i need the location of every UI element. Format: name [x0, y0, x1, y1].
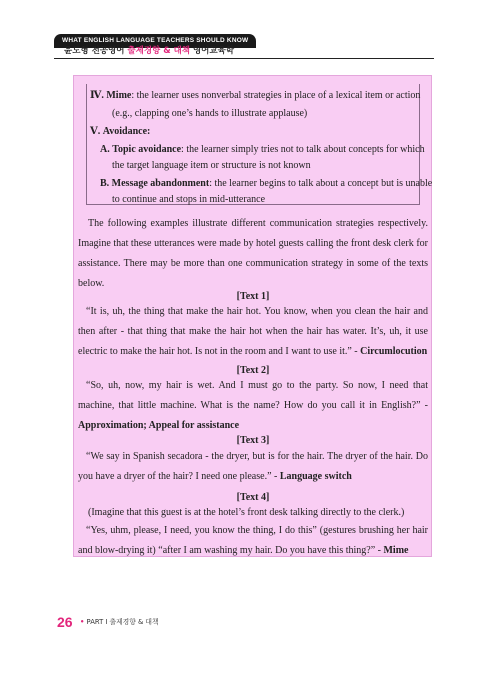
mime-definition: : the learner uses nonverbal strategies in place of a lexical item or action	[131, 90, 421, 101]
footer-bullet: •	[80, 618, 85, 626]
mime-line-1	[90, 86, 420, 106]
title-prefix: 윤도형 전공영어	[64, 46, 128, 56]
footer-part-text: PART Ⅰ 출제경향 & 대책	[86, 618, 159, 626]
mime-line-2: (e.g., clapping one’s hands to illustrate applause)	[112, 108, 308, 119]
series-tab: WHAT ENGLISH LANGUAGE TEACHERS SHOULD KNOW	[54, 34, 256, 48]
text-4-heading: [Text 4]	[236, 492, 270, 503]
topic-avoidance-line-2: the target language item or structure is not known	[112, 160, 311, 171]
topic-avoidance-term: Topic avoidance	[112, 144, 182, 155]
title-highlight: 출제경향 & 대책	[127, 46, 191, 56]
text-4-answer: Mime	[383, 545, 409, 556]
message-abandonment-line-2: to continue and stops in mid-utterance	[112, 194, 266, 205]
text-2-body: “So, uh, now, my hair is wet. And I must go to the party. So now, I need that machine, that little machine. What is the name? How do you call it in English?” -	[78, 380, 428, 411]
text-2-answer: Approximation; Appeal for assistance	[78, 420, 240, 431]
message-abandonment-term: Message abandonment	[111, 178, 210, 189]
text-2-paragraph	[78, 376, 428, 436]
avoidance-number: Ⅴ.	[90, 126, 101, 137]
text-1-answer: Circumlocution	[360, 346, 428, 357]
text-4-note: (Imagine that this guest is at the hotel’s front desk talking directly to the clerk.)	[88, 507, 405, 518]
mime-term: Mime	[106, 90, 132, 101]
text-3-paragraph	[78, 447, 428, 487]
text-4-body: “Yes, uhm, please, I need, you know the thing, I do this” (gestures brushing her hair and blow-drying it) “after I am washing my hair. Do you have this thing?” -	[78, 525, 428, 556]
title-suffix: 영어교육학	[190, 46, 235, 56]
text-1-heading: [Text 1]	[236, 291, 270, 302]
intro-paragraph: The following examples illustrate different communication strategies respectively. Imagine that these utterances were made by hotel guests calling the front desk clerk for assistance. There may be more than one communication strategy in some of the texts below.	[78, 218, 428, 289]
text-1-paragraph	[78, 302, 428, 362]
text-3-answer: Language switch	[279, 471, 352, 482]
avoidance-term: Avoidance:	[102, 126, 151, 137]
book-title	[64, 44, 234, 59]
text-1-body: “It is, uh, the thing that make the hair hot. You know, when you clean the hair and then after - that thing that make the hair hot when the hair has water. It’s, uh, it use electric to make the hair hot. Is not in the room and I want to use it.” -	[78, 306, 428, 357]
text-4-paragraph	[78, 521, 428, 561]
page-number: 26	[57, 614, 73, 630]
text-3-heading: [Text 3]	[236, 435, 270, 446]
item-a-label: A.	[100, 144, 110, 155]
text-2-heading: [Text 2]	[236, 365, 270, 376]
text-3-body: “We say in Spanish secadora - the dryer, but is for the hair. The dryer of the hair. Do you have a dryer of the hair? I need one please.” -	[78, 451, 428, 482]
avoidance-heading	[90, 122, 150, 142]
footer-part-label	[80, 617, 159, 627]
topic-avoidance-definition: : the learner simply tries not to talk about concepts for which	[181, 144, 425, 155]
message-abandonment-definition: : the learner begins to talk about a concept but is unable	[209, 178, 433, 189]
mime-number: Ⅳ.	[90, 90, 104, 101]
item-b-label: B.	[100, 178, 110, 189]
